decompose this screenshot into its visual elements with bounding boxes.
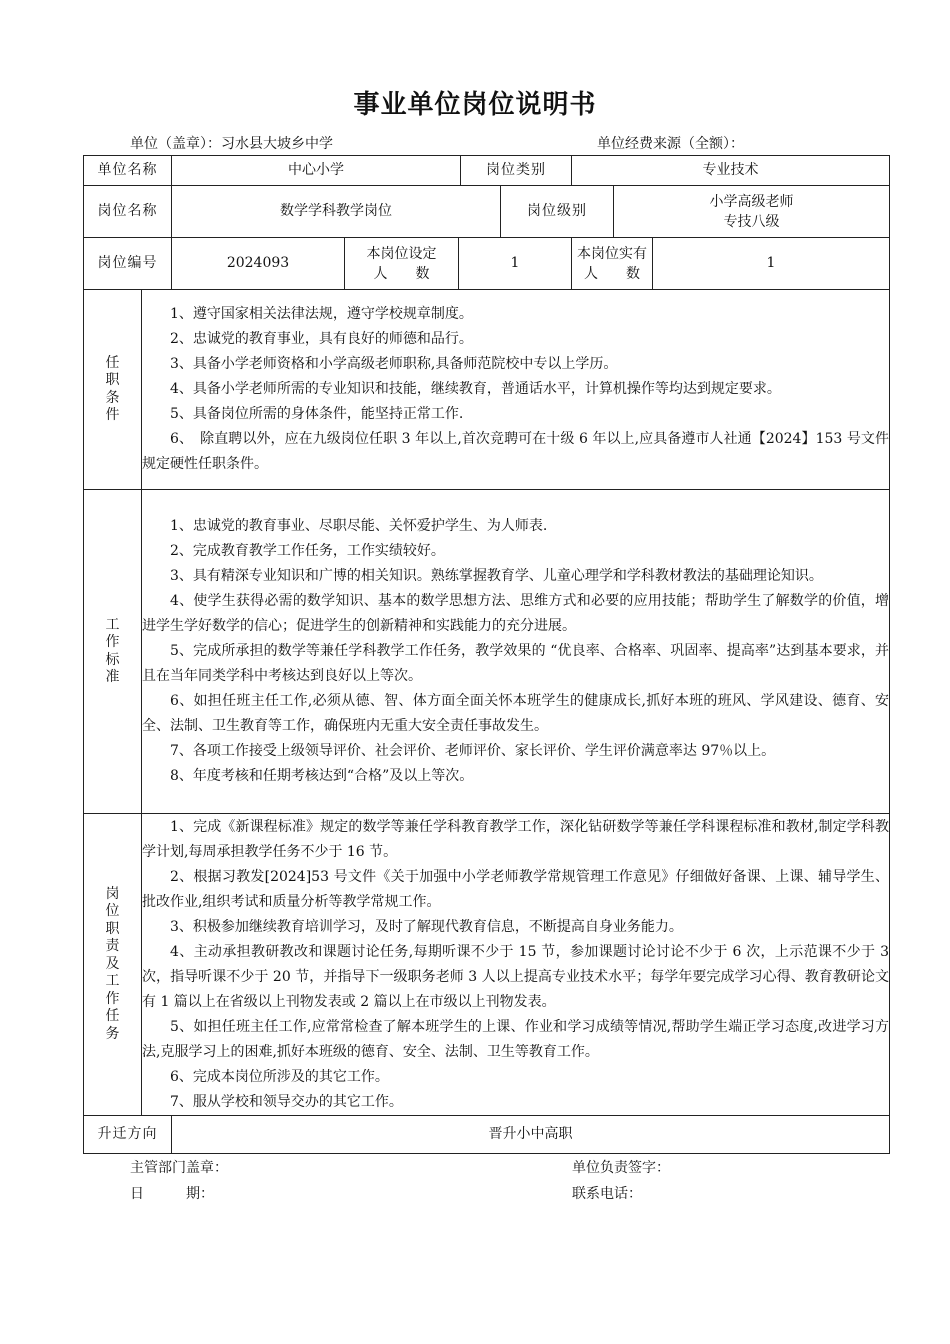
- post-name-label: 岗位名称: [84, 186, 172, 238]
- duties-label-char: 工: [105, 973, 120, 990]
- work-standards-label-char: 作: [105, 634, 120, 650]
- post-level-label: 岗位级别: [501, 186, 614, 238]
- work-standard-item: 8、年度考核和任期考核达到“合格”及以上等次。: [170, 768, 474, 784]
- qualifications-label-char: 职: [105, 372, 120, 388]
- post-name-value: 数学学科教学岗位: [172, 186, 501, 238]
- actual-count-label-line2: 人 数: [584, 265, 640, 282]
- work-standards-label-char: 工: [105, 616, 120, 633]
- set-count-label-line1: 本岗位设定: [366, 245, 437, 262]
- unit-name-label: 单位名称: [84, 156, 172, 186]
- row-duties: [84, 814, 890, 1116]
- set-count-label-line2: 人 数: [373, 265, 430, 282]
- row-unit-name: [84, 156, 890, 186]
- work-standards-label: [84, 490, 142, 814]
- work-standard-item: 6、如担任班主任工作,必须从德、智、体方面全面关怀本班学生的健康成长,抓好本班的班风、学风建设、德育、安全、法制、卫生教育等工作，确保班内无重大安全责任事故发生。: [142, 693, 889, 734]
- qualifications-content: [142, 290, 890, 490]
- post-level-value: [614, 186, 890, 238]
- unit-seal-line: 单位（盖章）：习水县大坡乡中学: [130, 136, 333, 152]
- duty-item: 6、完成本岗位所涉及的其它工作。: [170, 1068, 389, 1085]
- post-level-grade: 专技八级: [723, 213, 780, 230]
- promotion-label: 升迁方向: [84, 1116, 172, 1154]
- actual-count-value: 1: [653, 238, 890, 290]
- set-count-value: 1: [459, 238, 572, 290]
- duties-label-char: 及: [105, 955, 120, 972]
- duties-label-char: 作: [105, 990, 120, 1007]
- promotion-value: 晋升小中高职: [172, 1116, 890, 1154]
- duties-label-char: 责: [105, 938, 120, 955]
- work-standard-item: 1、忠诚党的教育事业、尽职尽能、关怀爱护学生、为人师表.: [170, 518, 548, 534]
- qualifications-label: [84, 290, 142, 490]
- duties-label-char: 务: [105, 1025, 120, 1042]
- post-category-value: 专业技术: [572, 156, 890, 186]
- post-number-label: 岗位编号: [84, 238, 172, 290]
- row-qualifications: [84, 290, 890, 490]
- work-standard-item: 2、完成教育教学工作任务，工作实绩较好。: [170, 543, 445, 559]
- post-level-title: 小学高级老师: [709, 193, 794, 210]
- duty-item: 2、根据习教发[2024]53 号文件《关于加强中小学老师教学常规管理工作意见》仔细做好备课、上课、辅导学生、批改作业,组织考试和质量分析等教学常规工作。: [142, 868, 889, 910]
- duties-label: [84, 814, 142, 1116]
- duties-label-char: 职: [105, 920, 120, 937]
- actual-count-label-line1: 本岗位实有: [577, 245, 647, 262]
- unit-name-value: 中心小学: [172, 156, 461, 186]
- qualification-item: 3、具备小学老师资格和小学高级老师职称,具备师范院校中专以上学历。: [170, 356, 618, 372]
- set-count-label: [345, 238, 459, 290]
- work-standards-label-char: 准: [105, 669, 120, 685]
- post-number-value: 2024093: [172, 238, 345, 290]
- work-standard-item: 7、各项工作接受上级领导评价、社会评价、老师评价、家长评价、学生评价满意率达 97％以上。: [170, 743, 776, 759]
- work-standard-item: 5、完成所承担的数学等兼任学科教学工作任务，教学效果的 “优良率、合格率、巩固率、提高率”达到基本要求，并且在当年同类学科中考核达到良好以上等次。: [142, 643, 889, 684]
- work-standards-label-char: 标: [105, 651, 120, 668]
- duties-content: [142, 814, 890, 1116]
- row-post-name: [84, 186, 890, 238]
- qualification-item: 4、具备小学老师所需的专业知识和技能，继续教育，普通话水平，计算机操作等均达到规定要求。: [170, 381, 781, 397]
- duty-item: 4、主动承担教研教改和课题讨论任务,每期听课不少于 15 节，参加课题讨论讨论不少于 6 次，上示范课不少于 3 次，指导听课不少于 20 节，并指导下一级职务老师 3 人以上提高专业技术水平；每学年要完成学习心得、教育教研论文有 1 篇以上在省级以上刊物发表或 2 篇以上在市级以上刊物发表。: [142, 943, 889, 1010]
- duty-item: 7、服从学校和领导交办的其它工作。: [170, 1093, 403, 1110]
- qualifications-label-char: 任: [105, 354, 120, 371]
- qualifications-label-char: 条: [105, 389, 120, 406]
- duty-item: 3、积极参加继续教育培训学习，及时了解现代教育信息，不断提高自身业务能力。: [170, 918, 683, 935]
- row-work-standards: [84, 490, 890, 814]
- duty-item: 5、如担任班主任工作,应常常检查了解本班学生的上课、作业和学习成绩等情况,帮助学生端正学习态度,改进学习方法,克服学习上的困难,抓好本班级的德育、安全、法制、卫生等教育工作。: [142, 1018, 889, 1060]
- post-category-label: 岗位类别: [461, 156, 572, 186]
- qualification-item: 6、 除直聘以外，应在九级岗位任职 3 年以上,首次竞聘可在十级 6 年以上,应具备遵市人社通【2024】153 号文件规定硬性任职条件。: [142, 431, 889, 472]
- row-promotion: [84, 1116, 890, 1154]
- row-post-number: [84, 238, 890, 290]
- phone-label: 联系电话：: [572, 1186, 642, 1202]
- funding-source-line: 单位经费来源（全额）：: [597, 136, 744, 152]
- work-standard-item: 4、使学生获得必需的数学知识、基本的数学思想方法、思维方式和必要的应用技能；帮助学生了解数学的价值，增进学生学好数学的信心；促进学生的创新精神和实践能力的充分进展。: [142, 593, 889, 634]
- actual-count-label: [572, 238, 653, 290]
- qualification-item: 5、具备岗位所需的身体条件，能坚持正常工作.: [170, 406, 464, 422]
- qualification-item: 1、遵守国家相关法律法规，遵守学校规章制度。: [170, 306, 473, 322]
- duties-label-char: 岗: [105, 885, 120, 902]
- duty-item: 1、完成《新课程标准》规定的数学等兼任学科教育教学工作，深化钻研数学等兼任学科课程标准和教材,制定学科教学计划,每周承担教学任务不少于 16 节。: [142, 818, 889, 860]
- qualification-item: 2、忠诚党的教育事业，具有良好的师德和品行。: [170, 331, 473, 347]
- dept-seal-label: 主管部门盖章：: [130, 1160, 228, 1176]
- work-standards-content: [142, 490, 890, 814]
- unit-head-sign-label: 单位负责签字：: [572, 1160, 670, 1176]
- duties-label-char: 位: [105, 903, 120, 920]
- qualifications-label-char: 件: [105, 407, 120, 423]
- work-standard-item: 3、具有精深专业知识和广博的相关知识。熟练掌握教育学、儿童心理学和学科教材教法的基础理论知识。: [170, 568, 823, 584]
- document-title: 事业单位岗位说明书: [353, 90, 597, 120]
- post-description-table: [83, 155, 890, 1154]
- duties-label-char: 任: [105, 1008, 120, 1025]
- date-label: 日 期：: [130, 1186, 214, 1202]
